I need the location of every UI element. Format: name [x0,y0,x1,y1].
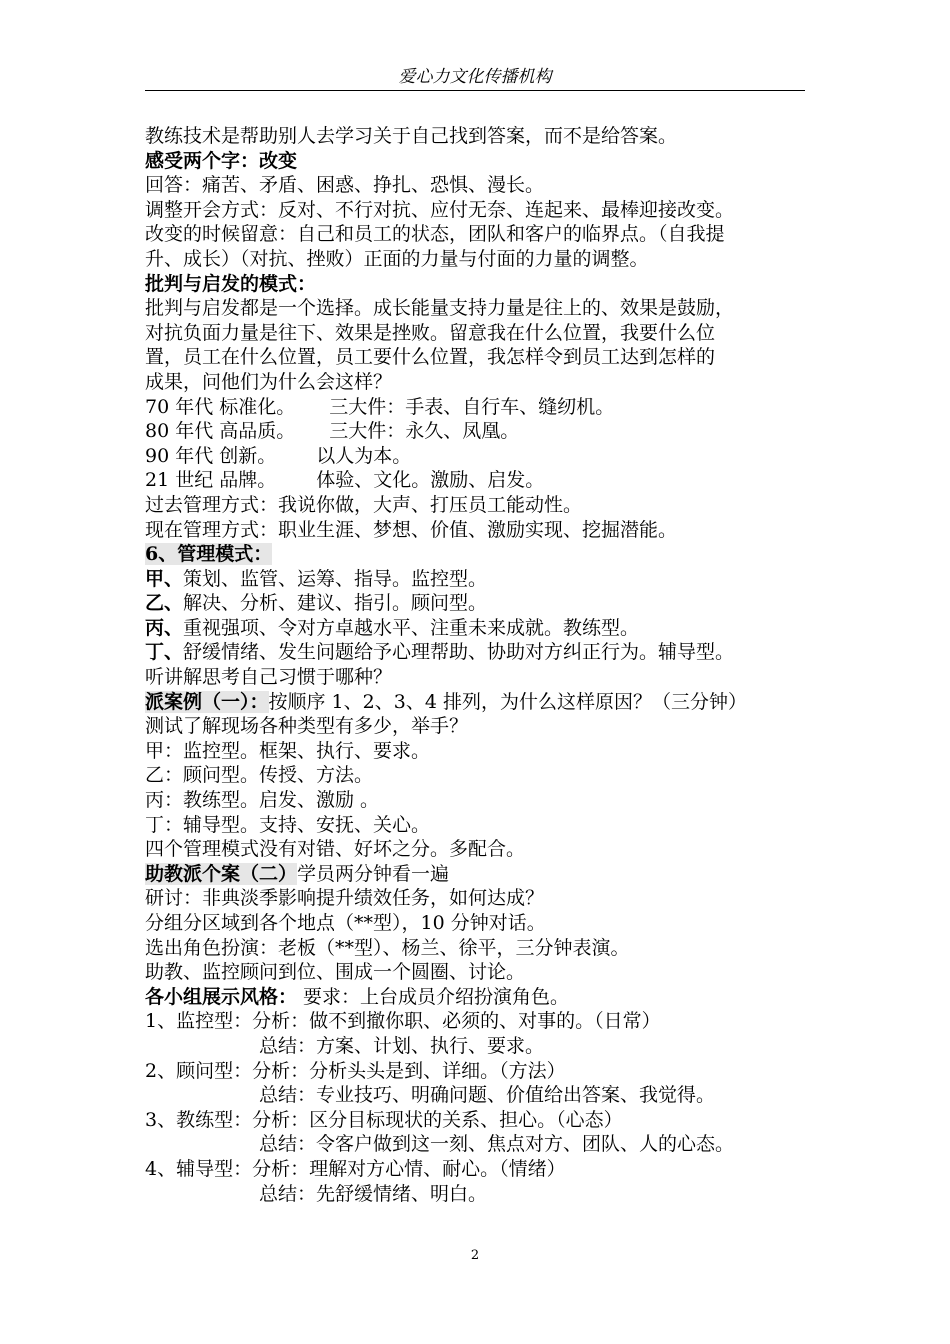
case-text: 学员两分钟看一遍 [297,862,450,885]
era-label: 21 世纪 品牌。 [145,469,277,492]
text-line: 成果，问他们为什么会这样？ [145,370,393,393]
era-line [145,468,825,493]
mode-text: 策划、监管、运筹、指导。监控型。 [183,567,488,590]
era-detail: 体验、文化。激励、启发。 [316,469,545,492]
mode-text: 舒缓情绪、发生问题给予心理帮助、协助对方纠正行为。辅导型。 [183,641,735,664]
text-line: 改变的时候留意：自己和员工的状态，团队和客户的临界点。（自我提 [145,223,725,246]
case-line [145,690,825,715]
style-analysis-line: 3、教练型：分析：区分目标现状的关系、担心。（心态） [145,1108,623,1131]
showcase-line [145,985,825,1010]
style-summary-line: 总结：方案、计划、执行、要求。 [259,1034,545,1057]
mode-lead: 丁、 [145,641,184,664]
mode-text: 重视强项、令对方卓越水平、注重未来成就。教练型。 [183,616,640,639]
text-line: 助教、监控顾问到位、围成一个圆圈、讨论。 [145,961,526,984]
style-analysis-line: 4、辅导型：分析：理解对方心情、耐心。（情绪） [145,1157,566,1180]
era-detail: 三大件：手表、自行车、缝纫机。 [329,395,615,418]
style-analysis-line: 1、监控型：分析：做不到撤你职、必须的、对事的。（日常） [145,1010,661,1033]
page-header: 爱心力文化传播机构 [145,66,805,91]
mode-line [145,616,825,641]
era-line [145,419,825,444]
style-summary-line: 总结：令客户做到这一刻、焦点对方、团队、人的心态。 [259,1133,735,1156]
text-line: 甲：监控型。框架、执行、要求。 [145,739,431,762]
mode-text: 解决、分析、建议、指引。顾问型。 [183,592,488,615]
text-line: 丁：辅导型。支持、安抚、关心。 [145,813,431,836]
text-line: 四个管理模式没有对错、好坏之分。多配合。 [145,838,526,861]
showcase-title: 各小组展示风格： [145,985,298,1008]
text-line: 听讲解思考自己习惯于哪种？ [145,666,393,689]
era-line [145,444,825,469]
showcase-text: 要求：上台成员介绍扮演角色。 [297,985,570,1008]
style-summary-line: 总结：先舒缓情绪、明白。 [259,1182,488,1205]
text-line: 对抗负面力量是往下、效果是挫败。留意我在什么位置，我要什么位 [145,321,716,344]
text-line: 置，员工在什么位置，员工要什么位置，我怎样令到员工达到怎样的 [145,346,716,369]
mode-line [145,591,825,616]
mode-lead: 丙、 [145,616,184,639]
style-summary-line: 总结：专业技巧、明确问题、价值给出答案、我觉得。 [259,1084,716,1107]
era-label: 80 年代 高品质。 [145,420,296,443]
mode-line [145,567,825,592]
section-heading: 感受两个字：改变 [145,149,298,172]
mode-line [145,640,825,665]
era-line [145,395,825,420]
text-line: 分组分区域到各个地点（**型），10 分钟对话。 [145,912,546,934]
text-line: 升、成长）（对抗、挫败）正面的力量与付面的力量的调整。 [145,247,649,270]
text-line: 乙：顾问型。传授、方法。 [145,764,374,787]
text-line: 调整开会方式：反对、不行对抗、应付无奈、连起来、最棒迎接改变。 [145,198,735,221]
text-line: 测试了解现场各种类型有多少，举手？ [145,715,469,738]
text-line: 回答：痛苦、矛盾、困惑、挣扎、恐惧、漫长。 [145,174,545,197]
style-analysis-line: 2、顾问型：分析：分析头头是到、详细。（方法） [145,1059,566,1082]
text-line: 选出角色扮演：老板（**型）、杨兰、徐平，三分钟表演。 [145,936,630,959]
era-detail: 三大件：永久、凤凰。 [329,420,520,443]
era-detail: 以人为本。 [316,444,412,467]
section-heading: 6、管理模式： [145,543,273,566]
era-label: 70 年代 标准化。 [145,395,296,418]
mode-lead: 甲、 [145,567,184,590]
text-line: 丙：教练型。启发、激励 。 [145,789,380,812]
section-heading-line [145,542,825,567]
text-line: 研讨：非典淡季影响提升绩效任务，如何达成？ [145,887,545,910]
case-title: 助教派个案（二） [145,862,298,885]
text-line: 过去管理方式：我说你做，大声、打压员工能动性。 [145,493,583,516]
section-heading: 批判与启发的模式： [145,272,317,295]
case-title: 派案例（一）： [145,690,269,713]
case-text: 按顺序 1、2、3、4 排列，为什么这样原因？（三分钟） [268,690,747,713]
document-body [145,124,825,1206]
text-line: 教练技术是帮助别人去学习关于自己找到答案，而不是给答案。 [145,125,678,147]
text-line: 批判与启发都是一个选择。成长能量支持力量是往上的、效果是鼓励， [145,297,735,320]
page-number: 2 [470,1248,480,1263]
era-label: 90 年代 创新。 [145,444,277,467]
mode-lead: 乙、 [145,592,184,615]
case-line [145,862,825,887]
text-line: 现在管理方式：职业生涯、梦想、价值、激励实现、挖掘潜能。 [145,518,678,541]
